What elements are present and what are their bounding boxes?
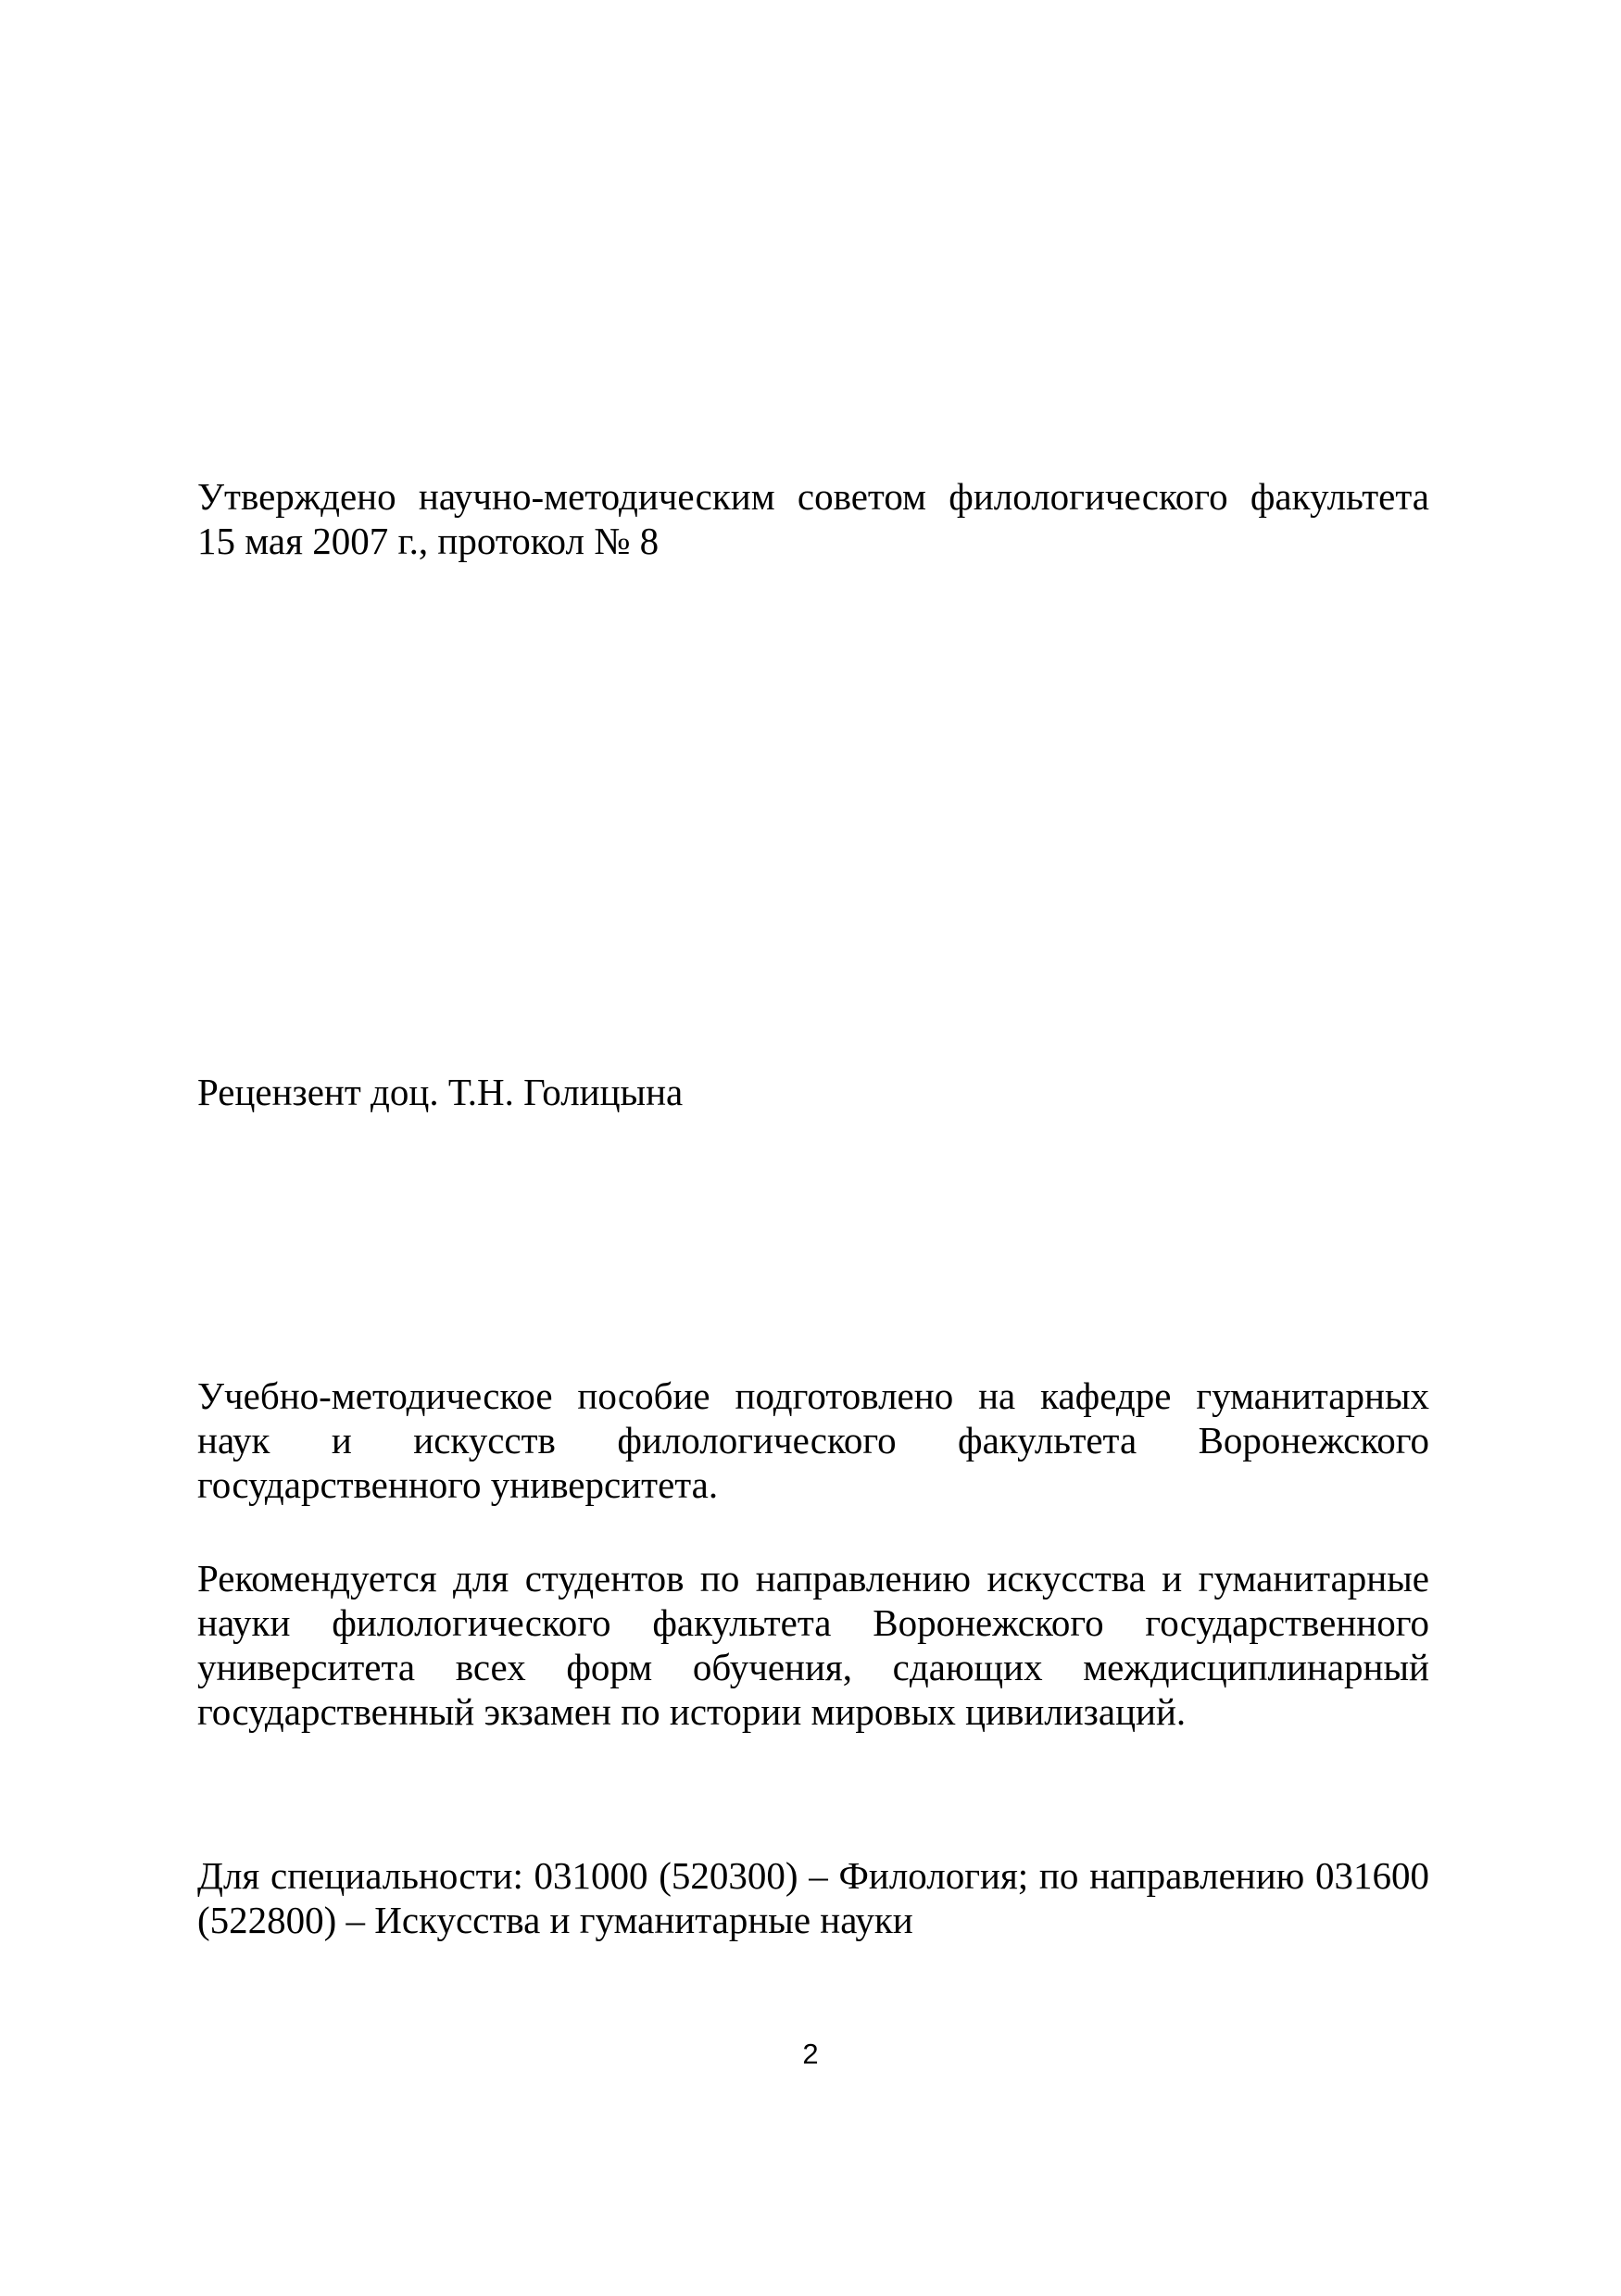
specialty-line: (522800) – Искусства и гуманитарные науки [197,1899,913,1941]
approval-line: Утверждено научно-методическим советом филологического факультета [197,475,1429,518]
reviewer-note [197,1070,1429,1114]
prepared-line: наук и искусств филологического факультета Воронежского [197,1419,1429,1462]
approval-note [197,474,1429,563]
prepared-line: государственного университета. [197,1463,719,1506]
reviewer-text: Рецензент доц. Т.Н. Голицына [197,1071,684,1113]
recommendation-line: Рекомендуется для студентов по направлению искусства и гуманитарные [197,1557,1429,1600]
recommendation-line: университета всех форм обучения, сдающих междисциплинарный [197,1646,1429,1688]
recommendation-line: государственный экзамен по истории мировых цивилизаций. [197,1690,1187,1733]
specialty-line: Для специальности: 031000 (520300) – Филология; по направлению 031600 [197,1854,1429,1897]
page-number: 2 [802,2038,819,2070]
recommendation-line: науки филологического факультета Воронежского государственного [197,1601,1429,1644]
prepared-line: Учебно-методическое пособие подготовлено на кафедре гуманитарных [197,1374,1429,1417]
recommendation-note [197,1556,1429,1734]
specialty-note [197,1853,1429,1942]
prepared-note [197,1374,1429,1507]
approval-line: 15 мая 2007 г., протокол № 8 [197,520,660,562]
